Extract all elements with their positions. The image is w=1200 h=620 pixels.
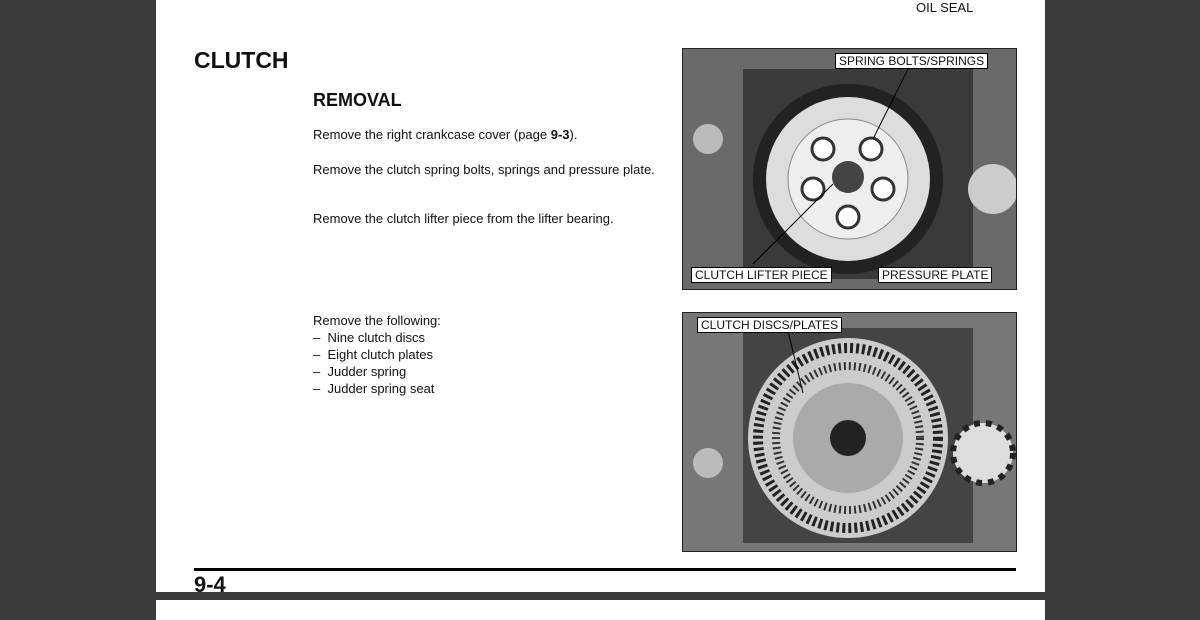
callout-oil-seal: OIL SEAL [916, 0, 974, 15]
label-lifter-piece: CLUTCH LIFTER PIECE [691, 267, 832, 283]
step-1: Remove the right crankcase cover (page 9-3). [313, 127, 578, 142]
list-item: – Eight clutch plates [313, 347, 433, 362]
clutch-photo-2 [683, 313, 1016, 551]
document-page [156, 0, 1045, 592]
list-item: – Judder spring seat [313, 381, 435, 396]
page-ref: 9-3 [550, 127, 570, 142]
subsection-title: REMOVAL [313, 90, 402, 110]
page-number: 9-4 [194, 572, 226, 592]
figure-clutch-discs [682, 312, 1017, 552]
clutch-photo-1 [683, 49, 1016, 289]
label-pressure-plate: PRESSURE PLATE [878, 267, 992, 283]
label-spring-bolts: SPRING BOLTS/SPRINGS [835, 53, 988, 69]
section-title: CLUTCH [194, 47, 289, 73]
step-3: Remove the clutch lifter piece from the lifter bearing. [313, 211, 614, 226]
footer-rule [194, 568, 1016, 571]
next-page [156, 600, 1045, 620]
list-item: – Nine clutch discs [313, 330, 426, 345]
label-clutch-discs: CLUTCH DISCS/PLATES [697, 317, 842, 333]
removal-list: Remove the following: – Nine clutch discs – Eight clutch plates – Judder spring – Judder spring seat [313, 312, 673, 397]
step-2: Remove the clutch spring bolts, springs and pressure plate. [313, 162, 655, 177]
list-item: – Judder spring [313, 364, 407, 379]
figure-clutch-pressure-plate [682, 48, 1017, 290]
